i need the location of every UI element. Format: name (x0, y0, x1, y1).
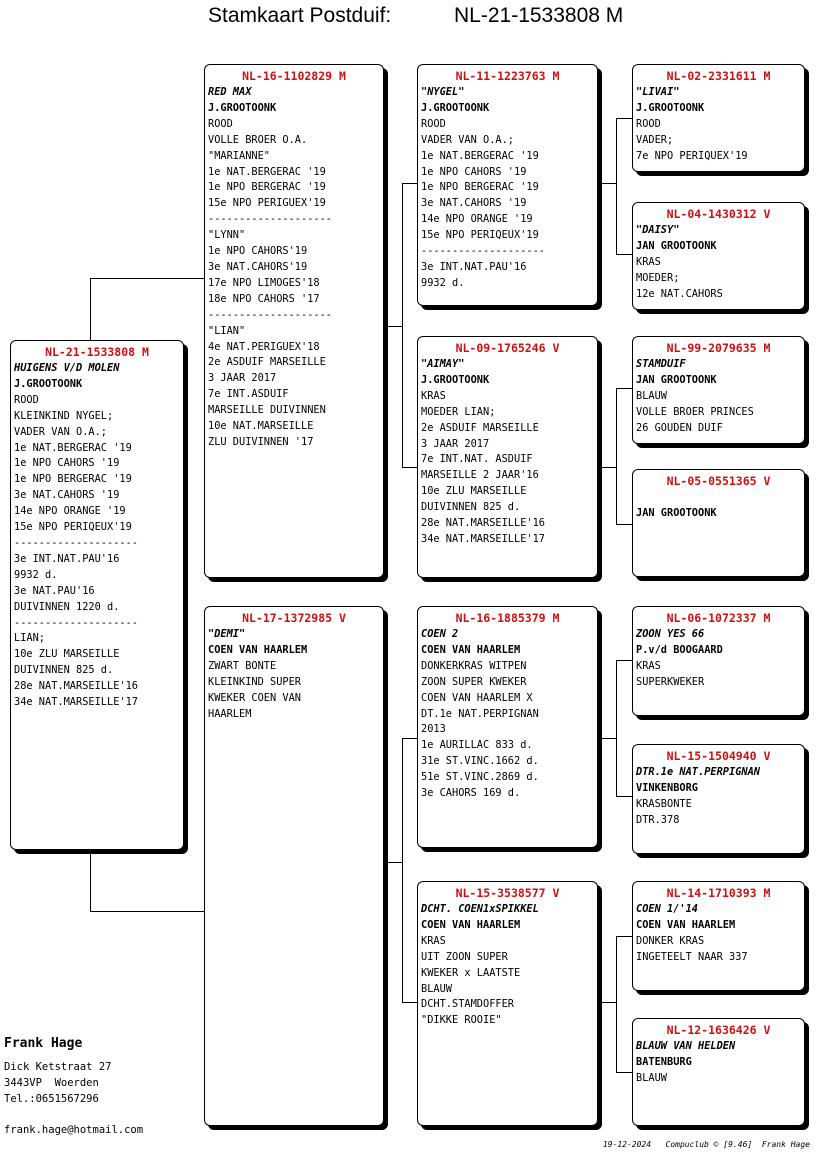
breeder-name: J.GROOTOONK (14, 377, 83, 390)
pedigree-line: 3e NAT.CAHORS '19 (14, 489, 120, 502)
connector (384, 862, 402, 863)
owner-info (4, 1036, 111, 1107)
pedigree-line: 1e NPO CAHORS '19 (421, 165, 527, 178)
pedigree-line: 51e ST.VINC.2869 d. (421, 771, 539, 784)
pedigree-line: 1e NPO CAHORS '19 (14, 457, 120, 470)
ring-number: NL-21-1533808 M (45, 345, 149, 359)
pedigree-line: 10e ZLU MARSEILLE (14, 648, 120, 661)
owner-name: Frank Hage (4, 1036, 83, 1051)
connector (598, 183, 616, 184)
pedigree-line: 10e NAT.MARSEILLE (208, 420, 314, 433)
pedigree-line: 7e NPO PERIQUEX'19 (636, 149, 748, 162)
breeder-name: VINKENBORG (636, 781, 698, 794)
pedigree-line: INGETEELT NAAR 337 (636, 950, 748, 963)
pigeon-card-maternal-grandfather (417, 606, 598, 848)
pigeon-card-subject (10, 340, 184, 850)
ring-number: NL-12-1636426 V (666, 1023, 771, 1037)
connector (402, 738, 417, 739)
pigeon-name: ZOON YES 66 (636, 628, 705, 640)
connector (90, 278, 91, 340)
ring-number: NL-17-1372985 V (242, 611, 346, 625)
pigeon-card-ggp-5 (632, 606, 805, 716)
pigeon-name: "LIVAI" (636, 86, 680, 98)
owner-phone: Tel.:0651567296 (4, 1093, 99, 1105)
title-ring-number: NL-21-1533808 M (454, 4, 624, 27)
pedigree-line: 2e ASDUIF MARSEILLE (208, 356, 326, 369)
pedigree-line: MARSEILLE DUIVINNEN (208, 404, 326, 417)
pigeon-name: "NYGEL" (421, 86, 465, 98)
breeder-name: BATENBURG (636, 1055, 692, 1068)
pedigree-line: 1e NPO BERGERAC '19 (14, 473, 132, 486)
pigeon-card-ggp-1 (632, 64, 805, 172)
footer-credit: 19-12-2024 Compuclub © [9.46] Frank Hage (602, 1140, 810, 1149)
connector (616, 936, 617, 1073)
connector (598, 1002, 616, 1003)
breeder-name: COEN VAN HAARLEM (636, 918, 736, 931)
pigeon-card-paternal-grandfather (417, 64, 598, 306)
pedigree-line: KRAS (421, 389, 446, 402)
pedigree-line: 1e AURILLAC 833 d. (421, 739, 533, 752)
ring-number: NL-14-1710393 M (666, 886, 771, 900)
connector (90, 850, 91, 912)
pigeon-card-ggp-8 (632, 1018, 805, 1126)
pedigree-line: 1e NPO BERGERAC '19 (208, 181, 326, 194)
title-label: Stamkaart Postduif: (208, 4, 392, 27)
pedigree-line: -------------------- (208, 308, 332, 321)
pedigree-line: KRAS (636, 659, 661, 672)
pedigree-line: DONKER KRAS (636, 934, 705, 947)
pigeon-card-father (204, 64, 384, 578)
breeder-name: J.GROOTOONK (421, 373, 490, 386)
connector (616, 936, 632, 937)
page-title (0, 4, 816, 32)
pedigree-line: VOLLE BROER PRINCES (636, 405, 754, 418)
pigeon-card-ggp-4 (632, 469, 805, 577)
ring-number: NL-15-1504940 V (666, 749, 771, 763)
pedigree-line: KLEINKIND SUPER (208, 675, 301, 688)
pedigree-line: KRAS (421, 934, 446, 947)
pedigree-line: 18e NPO CAHORS '17 (208, 292, 320, 305)
pedigree-line: KLEINKIND NYGEL; (14, 409, 114, 422)
pedigree-line: 28e NAT.MARSEILLE'16 (421, 517, 545, 530)
breeder-name: JAN GROOTOONK (636, 373, 717, 386)
pedigree-line: 15e NPO PERIQEUX'19 (14, 521, 132, 534)
pedigree-line: ROOD (14, 393, 39, 406)
ring-number: NL-02-2331611 M (666, 69, 771, 83)
pedigree-line: 15e NPO PERIGUEX'19 (208, 197, 326, 210)
connector (616, 388, 617, 525)
pedigree-line: COEN VAN HAARLEM X (421, 691, 533, 704)
breeder-name: JAN GROOTOONK (636, 506, 717, 519)
breeder-name: P.v/d BOOGAARD (636, 643, 723, 656)
pedigree-line: 7e INT.NAT. ASDUIF (421, 453, 533, 466)
pedigree-line: 1e NPO BERGERAC '19 (421, 181, 539, 194)
pigeon-card-ggp-2 (632, 202, 805, 310)
pigeon-card-paternal-grandmother (417, 336, 598, 578)
pedigree-line: "LYNN" (208, 229, 246, 242)
ring-number: NL-99-2079635 M (666, 341, 771, 355)
pigeon-name: STAMDUIF (636, 358, 686, 370)
connector (616, 118, 632, 119)
pedigree-line: BLAUW (636, 389, 667, 402)
pedigree-line: 3e NAT.PAU'16 (14, 584, 95, 597)
pedigree-line: DUIVINNEN 825 d. (14, 664, 114, 677)
pedigree-line: ZLU DUIVINNEN '17 (208, 435, 314, 448)
pedigree-line: 14e NPO ORANGE '19 (14, 505, 126, 518)
connector (616, 796, 632, 797)
pedigree-line: LIAN; (14, 632, 45, 645)
pedigree-line: 3 JAAR 2017 (421, 437, 490, 450)
pedigree-line: DTR.378 (636, 813, 680, 826)
pigeon-name: COEN 1/'14 (636, 903, 698, 915)
pedigree-line: 7e INT.ASDUIF (208, 388, 289, 401)
pedigree-line: 15e NPO PERIQEUX'19 (421, 229, 539, 242)
breeder-name: J.GROOTOONK (421, 101, 490, 114)
pedigree-line: SUPERKWEKER (636, 675, 705, 688)
pedigree-line: 9932 d. (421, 276, 465, 289)
connector (616, 660, 617, 797)
pedigree-line: 10e ZLU MARSEILLE (421, 485, 527, 498)
pigeon-name: RED MAX (208, 86, 252, 98)
pedigree-line: 3 JAAR 2017 (208, 372, 277, 385)
owner-street: Dick Ketstraat 27 (4, 1061, 112, 1073)
connector (616, 524, 632, 525)
pigeon-name: DTR.1e NAT.PERPIGNAN (636, 766, 760, 778)
connector (90, 911, 204, 912)
connector (402, 183, 403, 468)
connector (616, 660, 632, 661)
ring-number: NL-11-1223763 M (455, 69, 560, 83)
pedigree-line: 1e NPO CAHORS'19 (208, 245, 308, 258)
pedigree-line: ROOD (636, 117, 661, 130)
connector (616, 1072, 632, 1073)
pedigree-line: HAARLEM (208, 707, 252, 720)
pedigree-line: BLAUW (636, 1071, 667, 1084)
pedigree-line: 34e NAT.MARSEILLE'17 (421, 532, 545, 545)
pedigree-line: "DIKKE ROOIE" (421, 1014, 502, 1027)
pedigree-line: -------------------- (14, 616, 138, 629)
connector (402, 183, 417, 184)
pigeon-name: "DEMI" (208, 628, 246, 640)
pigeon-name (636, 490, 801, 506)
pedigree-line: 17e NPO LIMOGES'18 (208, 276, 320, 289)
connector (402, 738, 403, 1003)
pedigree-line: 2e ASDUIF MARSEILLE (421, 421, 539, 434)
connector (598, 738, 616, 739)
pedigree-line: 9932 d. (14, 568, 58, 581)
pigeon-card-ggp-7 (632, 881, 805, 991)
pigeon-name: DCHT. COEN1xSPIKKEL (421, 903, 539, 915)
pigeon-name: HUIGENS V/D MOLEN (14, 362, 120, 374)
pedigree-line: -------------------- (208, 213, 332, 226)
connector (402, 1002, 417, 1003)
pedigree-line: DUIVINNEN 825 d. (421, 501, 521, 514)
owner-city: 3443VP Woerden (4, 1077, 99, 1089)
breeder-name: COEN VAN HAARLEM (421, 918, 521, 931)
pigeon-card-ggp-6 (632, 744, 805, 854)
pedigree-line: KWEKER COEN VAN (208, 691, 301, 704)
pigeon-card-mother (204, 606, 384, 1126)
pedigree-line: "LIAN" (208, 324, 246, 337)
pedigree-line: 1e NAT.BERGERAC '19 (208, 165, 326, 178)
pedigree-line: 3e INT.NAT.PAU'16 (421, 260, 527, 273)
breeder-name: COEN VAN HAARLEM (208, 643, 308, 656)
pedigree-line: "MARIANNE" (208, 149, 270, 162)
pedigree-line: DUIVINNEN 1220 d. (14, 600, 120, 613)
pedigree-line: DONKERKRAS WITPEN (421, 659, 527, 672)
breeder-name: J.GROOTOONK (636, 101, 705, 114)
pedigree-line: MARSEILLE 2 JAAR'16 (421, 469, 539, 482)
pedigree-line: 14e NPO ORANGE '19 (421, 213, 533, 226)
pigeon-name: BLAUW VAN HELDEN (636, 1040, 736, 1052)
pedigree-line: 1e NAT.BERGERAC '19 (14, 441, 132, 454)
pedigree-line: 3e NAT.CAHORS'19 (208, 260, 308, 273)
connector (598, 467, 616, 468)
pedigree-line: 34e NAT.MARSEILLE'17 (14, 696, 138, 709)
ring-number: NL-16-1885379 M (455, 611, 560, 625)
pedigree-line: UIT ZOON SUPER (421, 950, 508, 963)
pedigree-line: 3e INT.NAT.PAU'16 (14, 552, 120, 565)
pedigree-line: 28e NAT.MARSEILLE'16 (14, 680, 138, 693)
pedigree-line: 26 GOUDEN DUIF (636, 421, 723, 434)
pedigree-line: DT.1e NAT.PERPIGNAN (421, 707, 539, 720)
pigeon-name: COEN 2 (421, 628, 459, 640)
owner-email: frank.hage@hotmail.com (4, 1124, 144, 1136)
breeder-name: COEN VAN HAARLEM (421, 643, 521, 656)
pedigree-line: MOEDER LIAN; (421, 405, 496, 418)
ring-number: NL-04-1430312 V (666, 207, 771, 221)
pedigree-line: 2013 (421, 723, 446, 736)
pedigree-line: ZWART BONTE (208, 659, 277, 672)
pedigree-line: -------------------- (421, 245, 545, 258)
connector (384, 326, 402, 327)
pedigree-line: DCHT.STAMDOFFER (421, 998, 514, 1011)
pedigree-line: MOEDER; (636, 271, 680, 284)
pedigree-line: ROOD (208, 117, 233, 130)
connector (402, 467, 417, 468)
pedigree-line: VADER; (636, 133, 674, 146)
pedigree-line: BLAUW (421, 982, 452, 995)
ring-number: NL-05-0551365 V (666, 474, 771, 488)
pigeon-name: "AIMAY" (421, 358, 465, 370)
pedigree-line: KWEKER x LAATSTE (421, 966, 521, 979)
ring-number: NL-15-3538577 V (455, 886, 560, 900)
pedigree-line: 4e NAT.PERIGUEX'18 (208, 340, 320, 353)
pedigree-line: ROOD (421, 117, 446, 130)
pedigree-line: 3e CAHORS 169 d. (421, 787, 521, 800)
connector (90, 278, 204, 279)
pedigree-line: 1e NAT.BERGERAC '19 (421, 149, 539, 162)
ring-number: NL-09-1765246 V (455, 341, 560, 355)
pigeon-card-maternal-grandmother (417, 881, 598, 1126)
pigeon-name: "DAISY" (636, 224, 680, 236)
pedigree-line: VOLLE BROER O.A. (208, 133, 308, 146)
pedigree-line: 31e ST.VINC.1662 d. (421, 755, 539, 768)
breeder-name: J.GROOTOONK (208, 101, 277, 114)
pedigree-line: -------------------- (14, 536, 138, 549)
pedigree-line: KRASBONTE (636, 797, 692, 810)
pedigree-line: ZOON SUPER KWEKER (421, 675, 527, 688)
pedigree-line: VADER VAN O.A.; (421, 133, 514, 146)
connector (616, 388, 632, 389)
connector (616, 118, 617, 255)
connector (616, 254, 632, 255)
pedigree-line: 12e NAT.CAHORS (636, 287, 723, 300)
breeder-name: JAN GROOTOONK (636, 239, 717, 252)
ring-number: NL-06-1072337 M (666, 611, 771, 625)
pedigree-line: 3e NAT.CAHORS '19 (421, 197, 527, 210)
pigeon-card-ggp-3 (632, 336, 805, 444)
pedigree-line: VADER VAN O.A.; (14, 425, 107, 438)
ring-number: NL-16-1102829 M (242, 69, 346, 83)
pedigree-line: KRAS (636, 255, 661, 268)
